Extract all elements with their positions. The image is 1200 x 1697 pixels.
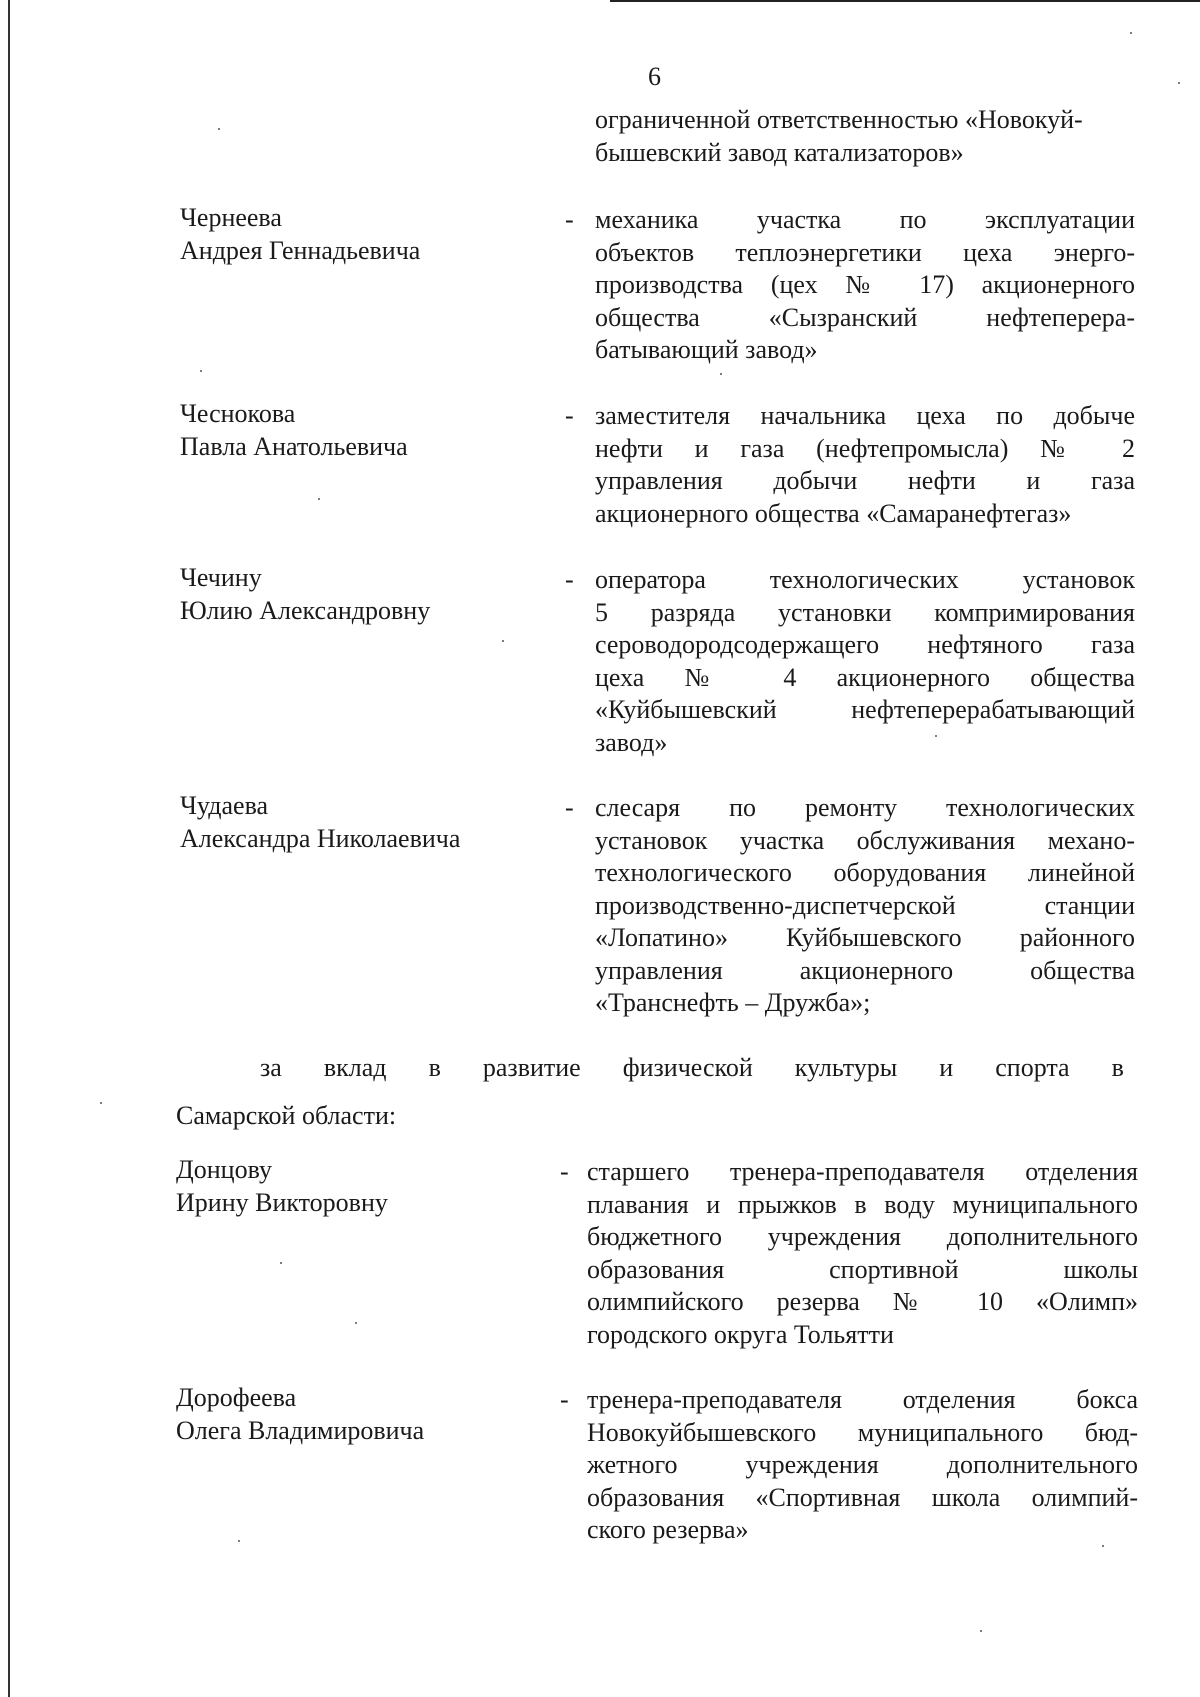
description-line: производства (цех № 17) акционерного <box>595 270 1135 299</box>
description-line: установок участка обслуживания механо- <box>595 825 1135 855</box>
description-line: ского резерва» <box>587 1515 749 1544</box>
section-heading-line-2: Самарской области: <box>176 1101 397 1130</box>
description-line: старшего тренера-преподавателя отделения <box>587 1157 1138 1186</box>
person-name <box>176 1154 388 1219</box>
description-line: 5 разряда установки компримирования <box>595 597 1135 627</box>
surname: Донцову <box>176 1155 272 1184</box>
given-names: Олега Владимировича <box>176 1415 425 1445</box>
entry-dash: - <box>560 1157 569 1186</box>
heading-word: вклад <box>323 1053 387 1082</box>
description-line: производственно-диспетчерской станции <box>595 890 1135 920</box>
description-line: «Куйбышевский нефтеперерабатывающий <box>595 695 1135 724</box>
given-names: Александра Николаевича <box>180 823 461 853</box>
description-line: объектов теплоэнергетики цеха энерго- <box>595 237 1135 267</box>
heading-word: в <box>1111 1053 1124 1082</box>
description-line: акционерного общества «Самаранефтегаз» <box>595 498 1072 528</box>
given-names: Ирину Викторовну <box>176 1187 388 1217</box>
scan-speck <box>100 1102 102 1104</box>
position-description <box>587 1384 1138 1547</box>
scan-speck <box>238 1540 240 1542</box>
page-number: 6 <box>648 62 661 91</box>
description-line: жетного учреждения дополнительного <box>587 1450 1138 1479</box>
surname: Чудаева <box>180 791 269 820</box>
position-description <box>595 792 1135 1020</box>
description-line: образования спортивной школы <box>587 1254 1138 1284</box>
entry-dash: - <box>565 793 574 822</box>
description-line: «Транснефть – Дружба»; <box>595 988 871 1017</box>
heading-word: в <box>428 1053 441 1082</box>
description-line: цеха № 4 акционерного общества <box>595 662 1135 692</box>
scan-speck <box>980 1630 982 1632</box>
scan-speck <box>935 735 937 737</box>
given-names: Андрея Геннадьевича <box>180 235 421 265</box>
scan-speck <box>720 373 722 375</box>
scan-speck <box>1178 82 1180 84</box>
scan-speck <box>218 128 220 130</box>
person-name <box>176 1382 424 1447</box>
description-line: олимпийского резерва № 10 «Олимп» <box>587 1287 1138 1316</box>
position-description <box>595 564 1135 759</box>
surname: Чеснокова <box>180 399 296 428</box>
description-line: батывающий завод» <box>595 335 818 364</box>
given-names: Павла Анатольевича <box>180 431 408 461</box>
description-line: тренера-преподавателя отделения бокса <box>587 1385 1138 1414</box>
person-name <box>180 562 430 627</box>
description-line: «Лопатино» Куйбышевского районного <box>595 923 1135 952</box>
continuation-line-2: бышевский завод катализаторов» <box>595 138 964 167</box>
description-line: Новокуйбышевского муниципального бюд- <box>587 1417 1138 1447</box>
given-names: Юлию Александровну <box>180 595 431 625</box>
scan-edge-top <box>610 0 1200 2</box>
person-name <box>180 202 420 267</box>
section-heading <box>260 1052 1124 1085</box>
position-description <box>587 1156 1138 1351</box>
person-name <box>180 398 408 463</box>
description-line: городского округа Тольятти <box>587 1319 894 1349</box>
description-line: образования «Спортивная школа олимпий- <box>587 1482 1138 1512</box>
description-line: плавания и прыжков в воду муниципального <box>587 1189 1138 1219</box>
heading-word: за <box>260 1053 282 1082</box>
entry-dash: - <box>565 205 574 234</box>
description-line: оператора технологических установок <box>595 565 1135 594</box>
position-description <box>595 204 1135 367</box>
surname: Дорофеева <box>176 1383 297 1412</box>
heading-word: и <box>939 1053 954 1082</box>
description-line: слесаря по ремонту технологических <box>595 793 1135 822</box>
heading-word: культуры <box>794 1053 898 1082</box>
position-description <box>595 400 1135 530</box>
entry-dash: - <box>560 1385 569 1414</box>
heading-word: физической <box>622 1053 753 1082</box>
person-name <box>180 790 460 855</box>
scan-speck <box>200 370 202 372</box>
description-line: завод» <box>595 727 668 757</box>
scan-speck <box>355 1322 357 1324</box>
scan-speck <box>280 1262 282 1264</box>
entry-dash: - <box>565 565 574 594</box>
description-line: общества «Сызранский нефтеперера- <box>595 302 1135 332</box>
description-line: механика участка по эксплуатации <box>595 205 1135 234</box>
description-line: заместителя начальника цеха по добыче <box>595 401 1135 430</box>
surname: Чернеева <box>180 203 282 232</box>
scan-speck <box>318 498 320 500</box>
entry-dash: - <box>565 401 574 430</box>
description-line: управления добычи нефти и газа <box>595 466 1135 495</box>
description-line: сероводородсодержащего нефтяного газа <box>595 630 1135 659</box>
scan-speck <box>502 640 504 642</box>
scan-edge-left <box>8 0 10 1697</box>
surname: Чечину <box>180 563 262 592</box>
description-line: бюджетного учреждения дополнительного <box>587 1222 1138 1251</box>
heading-word: спорта <box>995 1053 1070 1082</box>
description-line: нефти и газа (нефтепромысла) № 2 <box>595 433 1135 463</box>
scan-speck <box>1102 1545 1104 1547</box>
description-line: управления акционерного общества <box>595 955 1135 985</box>
scan-speck <box>1130 32 1132 34</box>
heading-word: развитие <box>482 1053 581 1082</box>
continuation-line-1: ограниченной ответственностью «Новокуй- <box>595 105 1083 134</box>
description-line: технологического оборудования линейной <box>595 858 1135 887</box>
